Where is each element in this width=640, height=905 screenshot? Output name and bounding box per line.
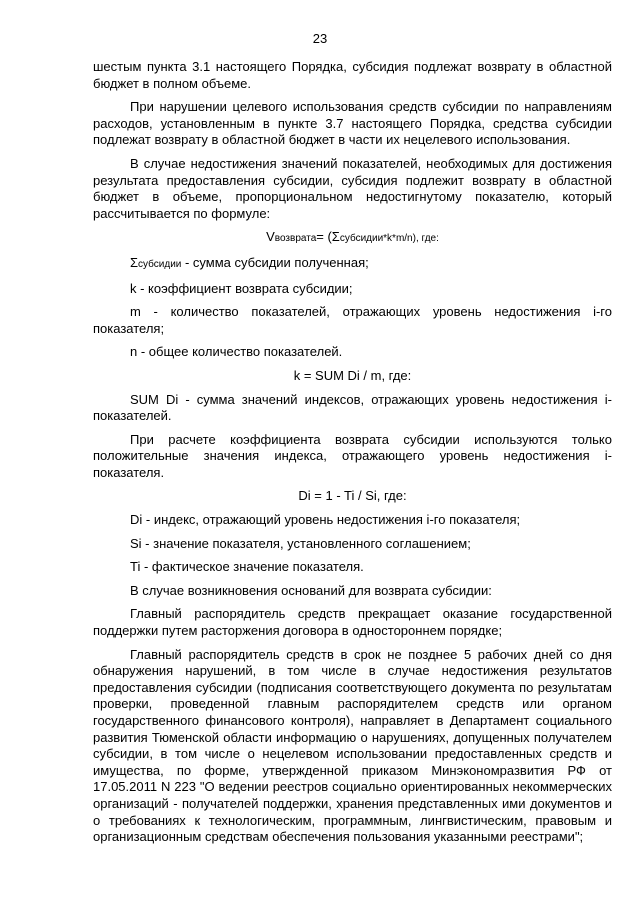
page-number: 23 [312, 31, 328, 46]
definition-sigma: Σсубсидии - сумма субсидии полученная; [130, 254, 369, 270]
definition-di: Di - индекс, отражающий уровень недостижения i-го показателя; [130, 512, 521, 528]
document-body [93, 59, 612, 853]
paragraph-indicators: В случае недостижения значений показателей, необходимых для достижения результата предоставления субсидии, субсидия подлежит возврату в областной бюджет в объеме, пропорциональном недостигнутому показателю, который рассчитывается по формуле: [93, 155, 612, 221]
paragraph-misuse: При нарушении целевого использования средств субсидии по направлениям расходов, установленным в пункте 3.7 настоящего Порядка, средства субсидии подлежат возврату в областной бюджет в части их нецелевого использования. [93, 99, 612, 148]
definition-k: k - коэффициент возврата субсидии; [130, 280, 353, 296]
definition-ti: Ti - фактическое значение показателя. [130, 559, 364, 575]
paragraph-continuation: шестым пункта 3.1 настоящего Порядка, субсидия подлежат возврату в областной бюджет в полном объеме. [93, 59, 612, 91]
definition-n: n - общее количество показателей. [130, 344, 343, 360]
formula-di: Di = 1 - Ti / Si, где: [298, 488, 407, 504]
paragraph-termination: Главный распорядитель средств прекращает оказание государственной поддержки путем расторжения договора в одностороннем порядке; [93, 606, 612, 639]
paragraph-return-grounds: В случае возникновения оснований для возврата субсидии: [130, 582, 492, 598]
paragraph-calculation: При расчете коэффициента возврата субсидии используются только положительные значения индекса, отражающего уровень недостижения i-показателя. [93, 431, 612, 480]
formula-return-amount: Vвозврата= (Σсубсидии*k*m/n), где: [266, 229, 439, 245]
formula-k: k = SUM Di / m, где: [293, 367, 412, 383]
definition-sum-di: SUM Di - сумма значений индексов, отражающих уровень недостижения i-показателей. [93, 391, 612, 424]
definition-m: m - количество показателей, отражающих уровень недостижения i-го показателя; [93, 304, 612, 336]
paragraph-notification: Главный распорядитель средств в срок не позднее 5 рабочих дней со дня обнаружения нарушений, в том числе в случае недостижения результатов предоставления субсидии (подписания соответствующего документа по результатам проверки, проведенной главным распорядителем средств или органом государственного финансового контроля), направляет в Департамент социального развития Тюменской области информацию о нарушениях, допущенных получателем субсидии, в том числе о нецелевом использовании предоставленных средств и имущества, по форме, утвержденной приказом Минэкономразвития РФ от 17.05.2011 N 223 "О ведении реестров социально ориентированных некоммерческих организаций - получателей поддержки, хранения представленных ими документов и о требованиях к технологическим, программным, лингвистическим, правовым и организационным средствам обеспечения пользования указанными реестрами"; [93, 646, 612, 845]
definition-si: Si - значение показателя, установленного соглашением; [130, 535, 471, 551]
